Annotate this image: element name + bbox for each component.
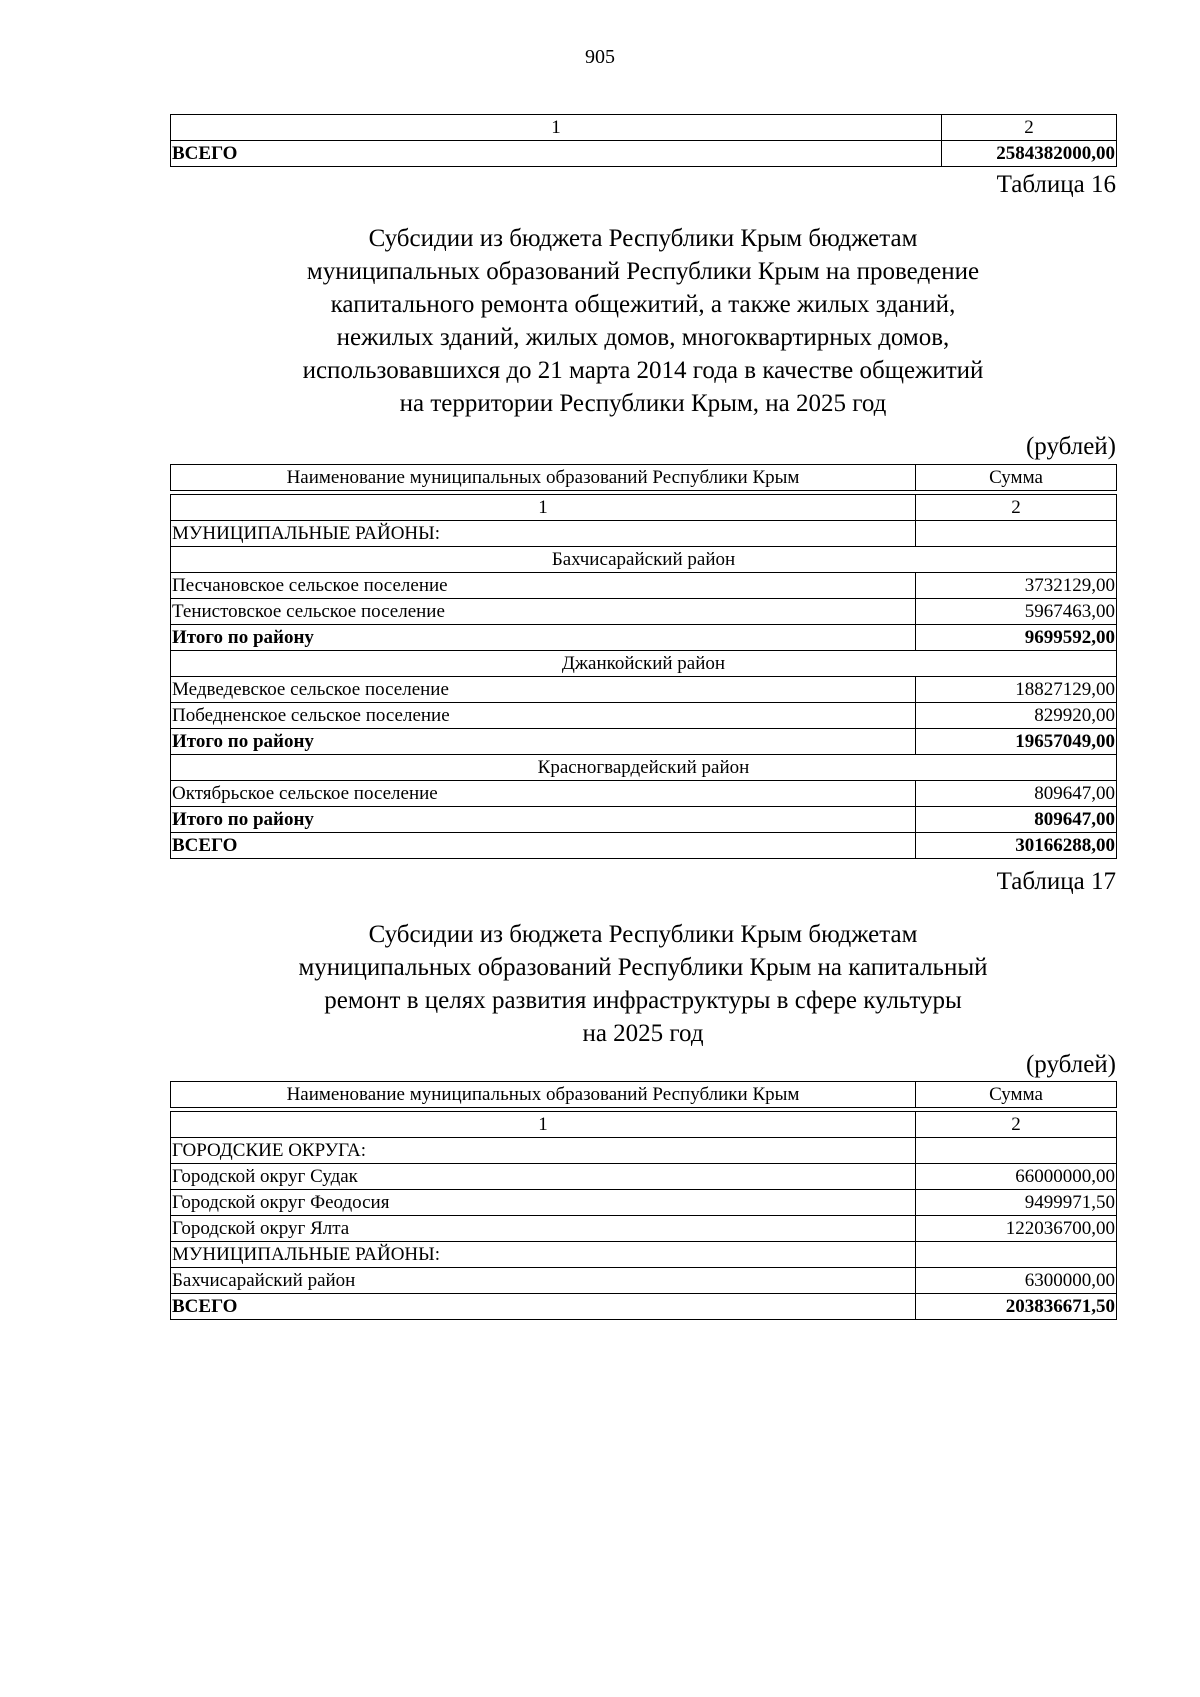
- settlement-name: Октябрьское сельское поселение: [171, 781, 916, 807]
- total-value: 203836671,50: [916, 1294, 1117, 1320]
- entity-value: 122036700,00: [916, 1216, 1117, 1242]
- table17: [170, 1081, 1117, 1320]
- title-line: муниципальных образований Республики Крым на капитальный: [298, 954, 988, 981]
- total-value: 2584382000,00: [942, 141, 1117, 167]
- title-line: использовавшихся до 21 марта 2014 года в качестве общежитий: [302, 357, 984, 384]
- table-row: [171, 729, 1117, 755]
- column-number-1: 1: [171, 495, 916, 521]
- table-row: [171, 547, 1117, 573]
- table-row: [171, 599, 1117, 625]
- column-number-2: 2: [942, 115, 1117, 141]
- table-row: [171, 115, 1117, 141]
- table-header-row: [171, 465, 1117, 491]
- column-header-sum: Сумма: [916, 465, 1117, 491]
- table-row: [171, 651, 1117, 677]
- section-label: МУНИЦИПАЛЬНЫЕ РАЙОНЫ:: [171, 1242, 916, 1268]
- settlement-value: 5967463,00: [916, 599, 1117, 625]
- table-row: [171, 1112, 1117, 1138]
- column-header-name: Наименование муниципальных образований Республики Крым: [171, 465, 916, 491]
- district-total-value: 19657049,00: [916, 729, 1117, 755]
- total-value: 30166288,00: [916, 833, 1117, 859]
- table-row: [171, 755, 1117, 781]
- settlement-value: 829920,00: [916, 703, 1117, 729]
- entity-name: Бахчисарайский район: [171, 1268, 916, 1294]
- table-row: [171, 495, 1117, 521]
- empty-cell: [916, 1138, 1117, 1164]
- previous-table: [170, 114, 1117, 167]
- entity-name: Городской округ Судак: [171, 1164, 916, 1190]
- settlement-value: 3732129,00: [916, 573, 1117, 599]
- column-number-2: 2: [916, 495, 1117, 521]
- settlement-name: Победненское сельское поселение: [171, 703, 916, 729]
- table-row: [171, 807, 1117, 833]
- total-label: ВСЕГО: [171, 1294, 916, 1320]
- settlement-name: Песчановское сельское поселение: [171, 573, 916, 599]
- table-row: [171, 573, 1117, 599]
- district-total-label: Итого по району: [171, 807, 916, 833]
- table-row: [171, 1294, 1117, 1320]
- district-name: Джанкойский район: [171, 651, 1117, 677]
- settlement-name: Медведевское сельское поселение: [171, 677, 916, 703]
- table17-title: [170, 918, 1116, 1050]
- section-label: ГОРОДСКИЕ ОКРУГА:: [171, 1138, 916, 1164]
- title-line: Субсидии из бюджета Республики Крым бюджетам: [368, 225, 918, 252]
- table-row: [171, 1242, 1117, 1268]
- total-label: ВСЕГО: [171, 141, 942, 167]
- title-line: Субсидии из бюджета Республики Крым бюджетам: [368, 921, 918, 948]
- table16-label: Таблица 16: [996, 171, 1116, 198]
- table-row: [171, 833, 1117, 859]
- table-row: [171, 1190, 1117, 1216]
- table-row: [171, 141, 1117, 167]
- district-total-value: 9699592,00: [916, 625, 1117, 651]
- table16: [170, 464, 1117, 859]
- column-number-1: 1: [171, 1112, 916, 1138]
- column-number-2: 2: [916, 1112, 1117, 1138]
- entity-value: 9499971,50: [916, 1190, 1117, 1216]
- empty-cell: [916, 1242, 1117, 1268]
- entity-name: Городской округ Феодосия: [171, 1190, 916, 1216]
- table16-unit: (рублей): [1025, 433, 1116, 460]
- settlement-name: Тенистовское сельское поселение: [171, 599, 916, 625]
- title-line: муниципальных образований Республики Крым на проведение: [306, 258, 980, 285]
- settlement-value: 18827129,00: [916, 677, 1117, 703]
- table-row: [171, 625, 1117, 651]
- title-line: ремонт в целях развития инфраструктуры в сфере культуры: [324, 987, 962, 1014]
- table-row: [171, 1268, 1117, 1294]
- district-name: Красногвардейский район: [171, 755, 1117, 781]
- section-label: МУНИЦИПАЛЬНЫЕ РАЙОНЫ:: [171, 521, 916, 547]
- entity-value: 66000000,00: [916, 1164, 1117, 1190]
- title-line: капитального ремонта общежитий, а также жилых зданий,: [330, 291, 956, 318]
- table-row: [171, 1138, 1117, 1164]
- table-row: [171, 1164, 1117, 1190]
- table-row: [171, 781, 1117, 807]
- table-header-row: [171, 1082, 1117, 1108]
- total-label: ВСЕГО: [171, 833, 916, 859]
- title-line: нежилых зданий, жилых домов, многоквартирных домов,: [336, 324, 950, 351]
- table-row: [171, 521, 1117, 547]
- district-total-value: 809647,00: [916, 807, 1117, 833]
- district-total-label: Итого по району: [171, 729, 916, 755]
- table-row: [171, 1216, 1117, 1242]
- column-header-sum: Сумма: [916, 1082, 1117, 1108]
- table16-title: [170, 222, 1116, 420]
- title-line: на 2025 год: [582, 1020, 704, 1047]
- page-number: 905: [585, 46, 615, 68]
- column-header-name: Наименование муниципальных образований Республики Крым: [171, 1082, 916, 1108]
- settlement-value: 809647,00: [916, 781, 1117, 807]
- district-name: Бахчисарайский район: [171, 547, 1117, 573]
- empty-cell: [916, 521, 1117, 547]
- entity-name: Городской округ Ялта: [171, 1216, 916, 1242]
- column-number-1: 1: [171, 115, 942, 141]
- table-row: [171, 703, 1117, 729]
- table17-label: Таблица 17: [996, 868, 1116, 895]
- entity-value: 6300000,00: [916, 1268, 1117, 1294]
- district-total-label: Итого по району: [171, 625, 916, 651]
- table-row: [171, 677, 1117, 703]
- title-line: на территории Республики Крым, на 2025 год: [399, 390, 887, 417]
- table17-unit: (рублей): [1025, 1051, 1116, 1078]
